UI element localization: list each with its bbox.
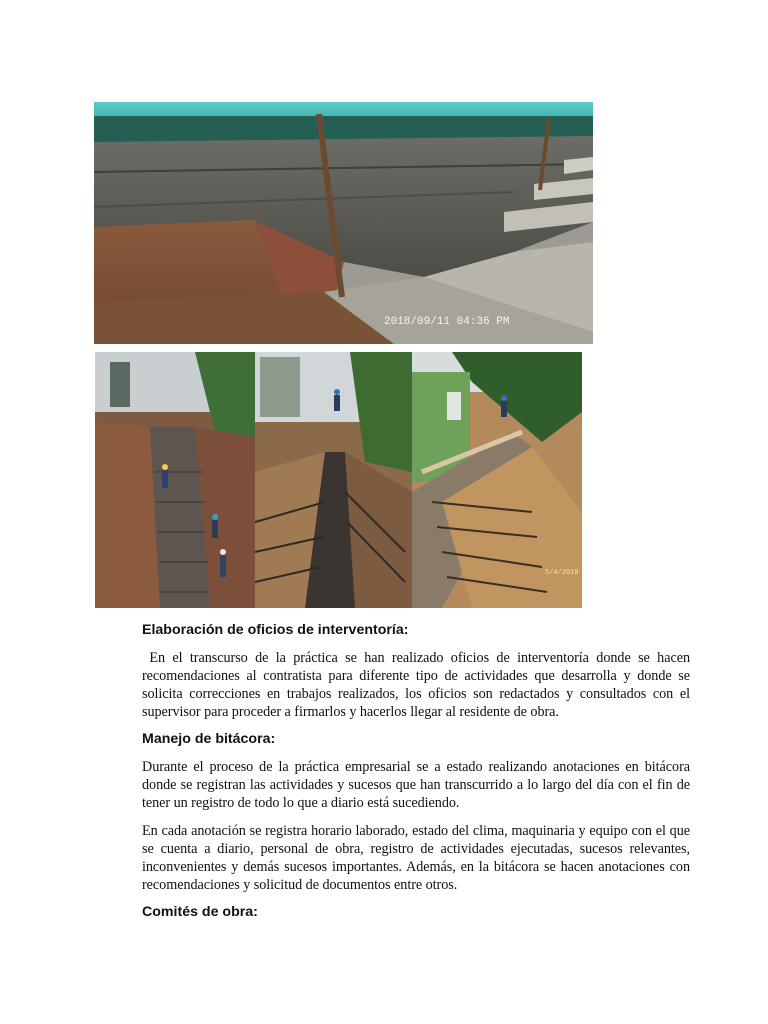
photo-concrete-pour-rebar bbox=[255, 352, 412, 608]
paragraph: En cada anotación se registra horario laborado, estado del clima, maquinaria y equipo con el que se cuenta a diario, personal de obra, registro de actividades ejecutadas, sucesos relevantes, inconvenientes y demás sucesos importantes. Además, en la bitácora se hacen anotaciones con recomendaciones y solicitud de documentos entre otros. bbox=[142, 823, 690, 893]
photo-date-stamp: 5/4/2018 bbox=[545, 569, 579, 577]
heading-bitacora: Manejo de bitácora: bbox=[142, 731, 276, 747]
photo-retaining-wall-excavation bbox=[94, 102, 593, 344]
paragraph-bitacora-2 bbox=[142, 822, 690, 894]
photo-timestamp: 2018/09/11 04:36 PM bbox=[384, 316, 510, 328]
section-oficios bbox=[142, 621, 690, 639]
paragraph-oficios bbox=[142, 649, 694, 721]
section-comites bbox=[142, 903, 690, 921]
paragraph: Durante el proceso de la práctica empresarial se a estado realizando anotaciones en bitácora donde se registran las actividades y sucesos que han transcurrido a lo largo del día con el fin de tener un registro de todo lo que a diario está sucediendo. bbox=[142, 759, 690, 811]
heading-oficios: Elaboración de oficios de interventoría: bbox=[142, 622, 409, 638]
section-bitacora bbox=[142, 730, 690, 748]
photo-trench-workers bbox=[95, 352, 255, 608]
photo-trench-green-house bbox=[412, 352, 582, 608]
heading-comites: Comités de obra: bbox=[142, 904, 258, 920]
paragraph-bitacora-1 bbox=[142, 758, 690, 812]
paragraph: En el transcurso de la práctica se han realizado oficios de interventoría donde se hacen recomendaciones al contratista para diferente tipo de actividades que desarrolla y donde se solicita correcciones en trabajos realizados, los oficios son redactados y consultados con el supervisor para proceder a firmarlos y hacerlos llegar al residente de obra. bbox=[142, 650, 694, 720]
